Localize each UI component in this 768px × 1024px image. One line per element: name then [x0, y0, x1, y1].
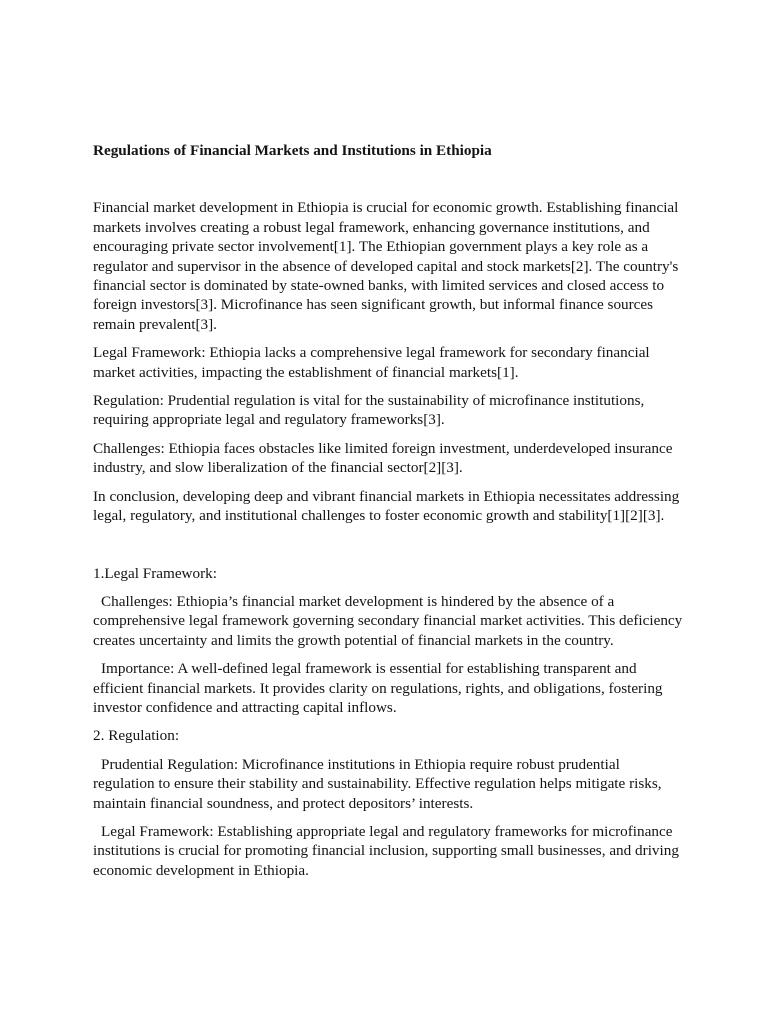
challenges-summary: Challenges: Ethiopia faces obstacles like limited foreign investment, underdeveloped insurance industry, and slow liberalization of the financial sector[2][3].: [93, 439, 673, 477]
section-paragraph-challenges: Challenges: Ethiopia’s financial market development is hindered by the absence of a comprehensive legal framework governing secondary financial market activities. This deficiency creates uncertainty and limits the growth potential of financial markets in the country.: [93, 592, 683, 649]
document-body: [93, 141, 683, 880]
intro-paragraph: Financial market development in Ethiopia is crucial for economic growth. Establishing financial markets involves creating a robust legal framework, enhancing governance institutions, and encouraging private sector involvement[1]. The Ethiopian government plays a key role as a regulator and supervisor in the absence of developed capital and stock markets[2]. The country's financial sector is dominated by state-owned banks, with limited services and closed access to foreign investors[3]. Microfinance has seen significant growth, but informal finance sources remain prevalent[3].: [93, 199, 679, 333]
section-paragraph-importance: Importance: A well-defined legal framework is essential for establishing transparent and efficient financial markets. It provides clarity on regulations, rights, and obligations, fostering investor confidence and attracting capital inflows.: [93, 660, 663, 716]
section-heading-regulation: 2. Regulation:: [93, 727, 180, 745]
document-title: Regulations of Financial Markets and Institutions in Ethiopia: [93, 142, 492, 159]
section-paragraph-legal-framework: Legal Framework: Establishing appropriate legal and regulatory frameworks for microfinance institutions is crucial for promoting financial inclusion, supporting small businesses, and driving economic development in Ethiopia.: [93, 822, 679, 879]
section-paragraph-prudential-regulation: Prudential Regulation: Microfinance institutions in Ethiopia require robust prudential regulation to ensure their stability and sustainability. Effective regulation helps mitigate risks, maintain financial soundness, and protect depositors’ interests.: [93, 755, 662, 812]
legal-framework-summary: Legal Framework: Ethiopia lacks a comprehensive legal framework for secondary financial market activities, impacting the establishment of financial markets[1].: [93, 344, 650, 381]
conclusion-paragraph: In conclusion, developing deep and vibrant financial markets in Ethiopia necessitates addressing legal, regulatory, and institutional challenges to foster economic growth and stability[1][2][3].: [93, 487, 680, 525]
regulation-summary: Regulation: Prudential regulation is vital for the sustainability of microfinance institutions, requiring appropriate legal and regulatory frameworks[3].: [93, 392, 645, 429]
section-heading-legal-framework: 1.Legal Framework:: [93, 564, 217, 582]
